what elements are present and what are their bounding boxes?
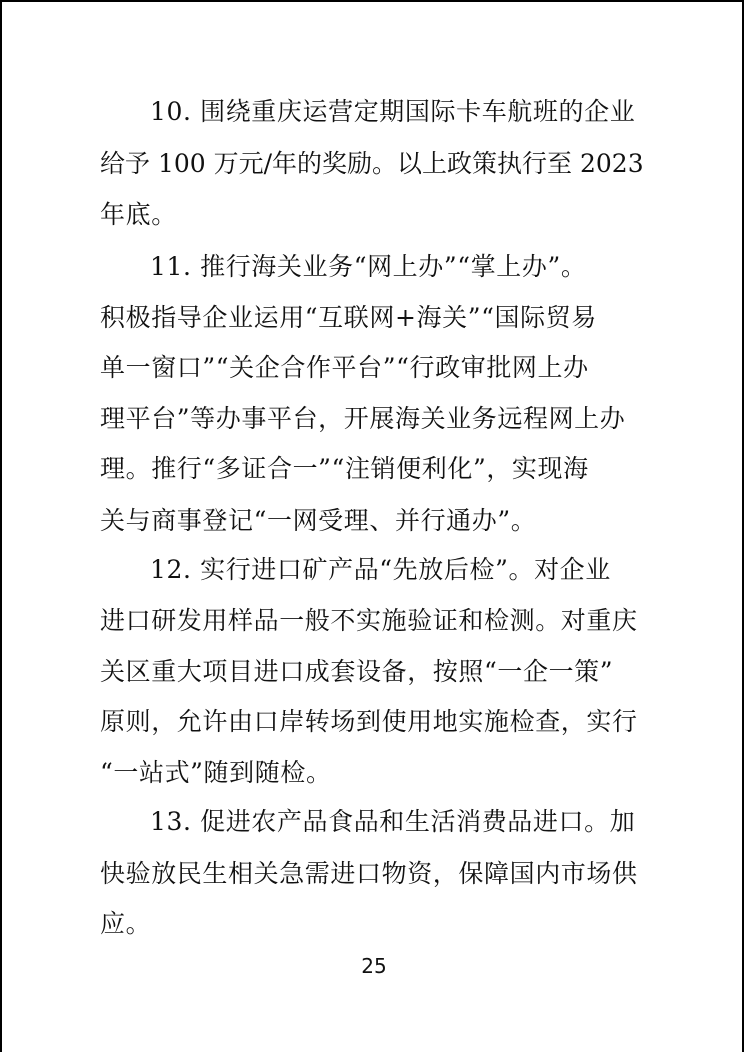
paragraph-11-line-3: 单一窗口”“关企合作平台”“行政审批网上办	[100, 353, 589, 382]
paragraph-11-line-5: 理。推行“多证合一”“注销便利化”，实现海	[100, 454, 589, 483]
paragraph-13-line-3: 应。	[100, 909, 152, 938]
paragraph-11-line-1: 11. 推行海关业务“网上办”“掌上办”。	[150, 252, 587, 281]
paragraph-10-line-3: 年底。	[100, 200, 177, 229]
paragraph-12-line-1: 12. 实行进口矿产品“先放后检”。对企业	[150, 555, 611, 584]
paragraph-12-line-2: 进口研发用样品一般不实施验证和检测。对重庆	[100, 606, 638, 635]
paragraph-10-line-2: 给予 100 万元/年的奖励。以上政策执行至 2023	[100, 149, 644, 178]
paragraph-12-line-4: 原则，允许由口岸转场到使用地实施检查，实行	[100, 707, 638, 736]
paragraph-11-line-4: 理平台”等办事平台，开展海关业务远程网上办	[100, 404, 626, 433]
paragraph-13-line-2: 快验放民生相关急需进口物资，保障国内市场供	[100, 859, 638, 888]
paragraph-11-line-6: 关与商事登记“一网受理、并行通办”。	[100, 506, 537, 535]
paragraph-12-line-3: 关区重大项目进口成套设备，按照“一企一策”	[100, 657, 614, 686]
paragraph-11-line-2: 积极指导企业运用“互联网+海关”“国际贸易	[100, 303, 597, 332]
paragraph-13-line-1: 13. 促进农产品食品和生活消费品进口。加	[150, 807, 636, 836]
paragraph-10-line-1: 10. 围绕重庆运营定期国际卡车航班的企业	[150, 97, 636, 126]
page-number: 25	[361, 954, 387, 978]
paragraph-12-line-5: “一站式”随到随检。	[100, 758, 332, 787]
